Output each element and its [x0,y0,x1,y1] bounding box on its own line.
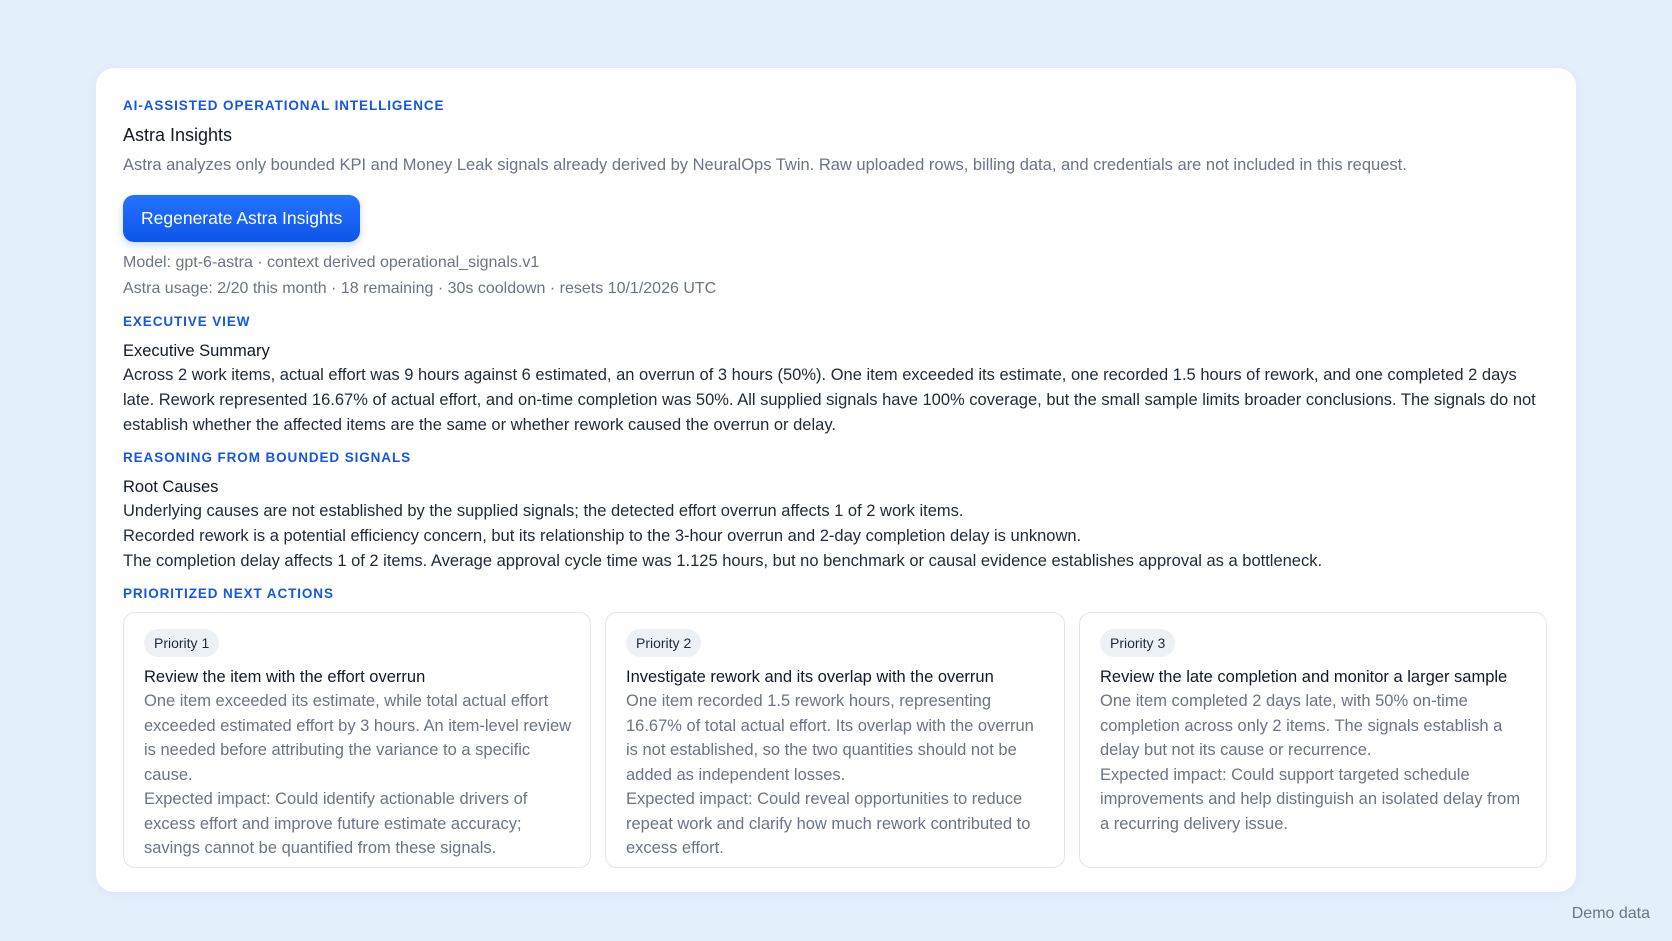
action-impact: Expected impact: Could identify actionable drivers of excess effort and improve future estimate accuracy; savings cannot be quantified from these signals. [144,790,528,857]
priority-badge: Priority 1 [144,629,219,657]
actions-list [123,612,1548,868]
model-info: Model: gpt-6-astra · context derived operational_signals.v1 [123,254,540,271]
action-card-priority-3 [1079,612,1547,868]
action-title: Review the late completion and monitor a larger sample [1100,668,1508,686]
priority-badge: Priority 3 [1100,629,1175,657]
root-cause-line: Recorded rework is a potential efficiency concern, but its relationship to the 3-hour overrun and 2-day completion delay is unknown. [123,527,1082,545]
action-title: Investigate rework and its overlap with the overrun [626,668,994,686]
action-description: One item recorded 1.5 rework hours, representing 16.67% of total actual effort. Its overlap with the overrun is not established, so the two quantities should not be added as independent losses. [626,692,1034,784]
action-description: One item completed 2 days late, with 50% on-time completion across only 2 items. The signals establish a delay but not its cause or recurrence. [1100,692,1503,759]
root-cause-line: The completion delay affects 1 of 2 items. Average approval cycle time was 1.125 hours, but no benchmark or causal evidence establishes approval as a bottleneck. [123,552,1323,570]
executive-eyebrow: EXECUTIVE VIEW [123,314,251,329]
eyebrow-label: AI-ASSISTED OPERATIONAL INTELLIGENCE [123,98,445,113]
action-description: One item exceeded its estimate, while total actual effort exceeded estimated effort by 3 hours. An item-level review is needed before attributing the variance to a specific cause. [144,692,572,784]
reasoning-eyebrow: REASONING FROM BOUNDED SIGNALS [123,450,412,465]
action-title: Review the item with the effort overrun [144,668,426,686]
regenerate-insights-button[interactable]: Regenerate Astra Insights [123,195,360,242]
root-cause-line: Underlying causes are not established by the supplied signals; the detected effort overrun affects 1 of 2 work items. [123,502,964,520]
page-subtitle: Astra analyzes only bounded KPI and Money Leak signals already derived by NeuralOps Twin. Raw uploaded rows, billing data, and credentials are not included in this request. [123,156,1407,174]
usage-info: Astra usage: 2/20 this month · 18 remaining · 30s cooldown · resets 10/1/2026 UTC [123,280,717,297]
action-impact: Expected impact: Could reveal opportunities to reduce repeat work and clarify how much rework contributed to excess effort. [626,790,1031,857]
root-causes-title: Root Causes [123,478,219,496]
executive-summary-text: Across 2 work items, actual effort was 9 hours against 6 estimated, an overrun of 3 hours (50%). One item exceeded its estimate, one recorded 1.5 hours of rework, and one completed 2 days late. Rework represented 16.67% of actual effort, and on-time completion was 50%. All supplied signals have 100% coverage, but the small sample limits broader conclusions. The signals do not establish whether the affected items are the same or whether rework caused the overrun or delay. [123,366,1536,434]
priority-badge: Priority 2 [626,629,701,657]
action-card-priority-1 [123,612,591,868]
demo-data-label: Demo data [1571,905,1650,922]
actions-eyebrow: PRIORITIZED NEXT ACTIONS [123,586,334,601]
action-card-priority-2 [605,612,1065,868]
page-title: Astra Insights [123,125,233,145]
astra-insights-card [96,68,1576,892]
action-impact: Expected impact: Could support targeted schedule improvements and help distinguish an isolated delay from a recurring delivery issue. [1100,765,1521,833]
executive-summary-title: Executive Summary [123,342,270,360]
